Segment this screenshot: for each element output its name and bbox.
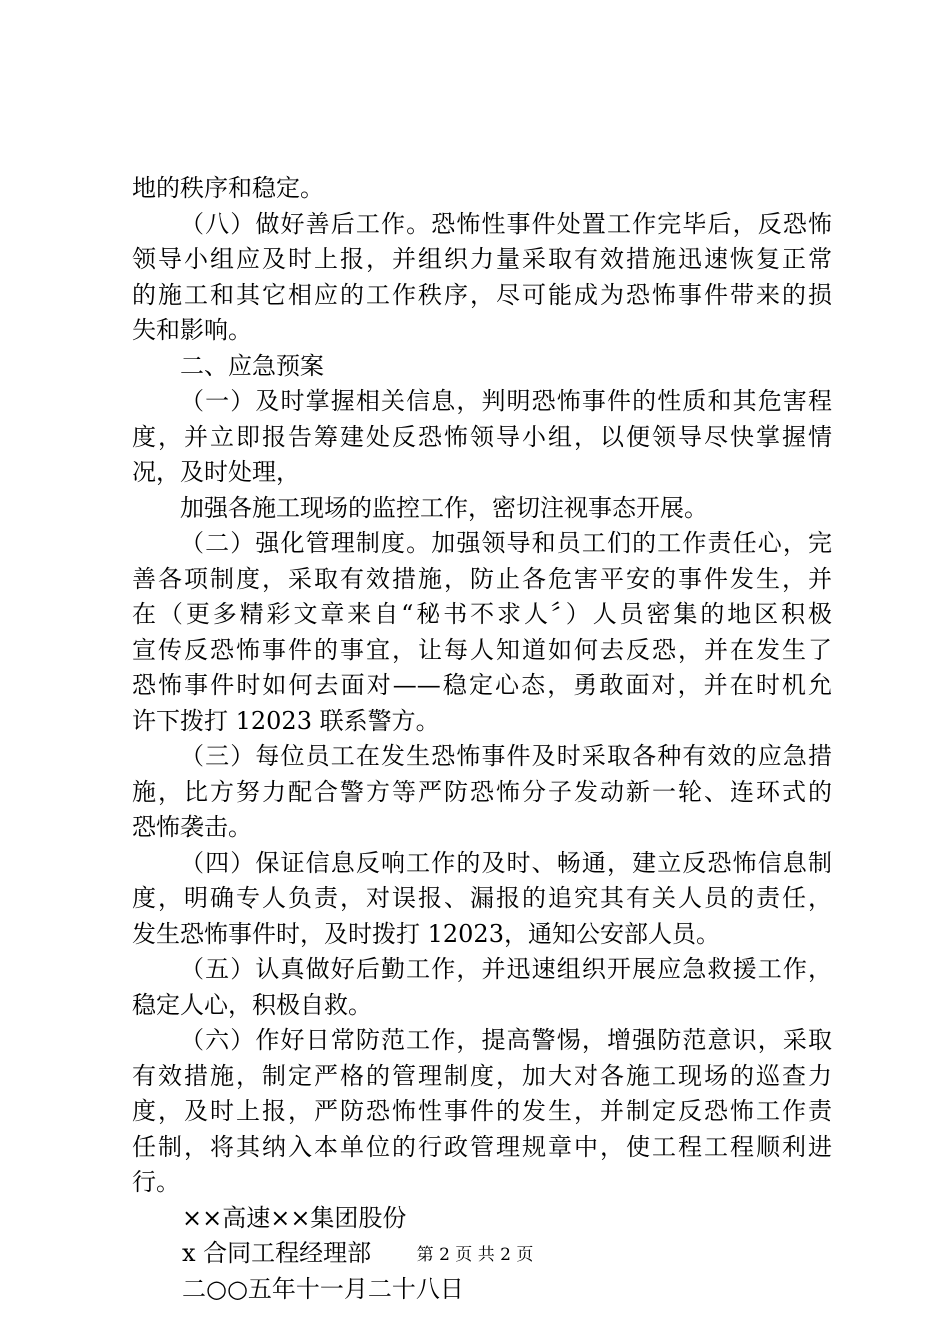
paragraph-line: （三）每位员工在发生恐怖事件及时采取各种有效的应急措 bbox=[180, 742, 832, 770]
paragraph-line: 宣传反恐怖事件的事宜，让每人知道如何去反恐，并在发生了 bbox=[132, 635, 832, 664]
paragraph-line: （二）强化管理制度。加强领导和员工们的工作责任心，完 bbox=[180, 529, 832, 557]
paragraph-line: 恐怖事件时如何去面对——稳定心态，勇敢面对，并在时机允 bbox=[132, 671, 832, 699]
paragraph-line: 况，及时处理， bbox=[132, 458, 300, 486]
paragraph-line: 在（更多精彩文章来自“秘书不求人〞）人员密集的地区积极 bbox=[132, 600, 832, 628]
signature-department: x 合同工程经理部 bbox=[182, 1239, 372, 1267]
paragraph-line: 任制，将其纳入本单位的行政管理规章中，使工程工程顺利进 bbox=[132, 1132, 832, 1161]
paragraph-line: 度，及时上报，严防恐怖性事件的发生，并制定反恐怖工作责 bbox=[132, 1097, 832, 1125]
paragraph-line: 度，明确专人负责，对误报、漏报的追究其有关人员的责任， bbox=[132, 884, 832, 912]
paragraph-line: 行。 bbox=[132, 1168, 180, 1196]
paragraph-line: 发生恐怖事件时，及时拨打 12023，通知公安部人员。 bbox=[132, 919, 720, 948]
paragraph-line: 稳定人心，积极自救。 bbox=[132, 990, 372, 1019]
page-number: 第 2 页 共 2 页 bbox=[416, 1245, 534, 1265]
paragraph-line: 领导小组应及时上报，并组织力量采取有效措施迅速恢复正常 bbox=[132, 245, 832, 273]
paragraph-line: 地的秩序和稳定。 bbox=[132, 174, 324, 202]
paragraph-line: 度，并立即报告筹建处反恐怖领导小组，以便领导尽快掌握情 bbox=[132, 422, 832, 451]
paragraph-line: （八）做好善后工作。恐怖性事件处置工作完毕后，反恐怖 bbox=[180, 209, 832, 238]
paragraph-line: 的施工和其它相应的工作秩序，尽可能成为恐怖事件带来的损 bbox=[132, 280, 832, 309]
paragraph-line: （一）及时掌握相关信息，判明恐怖事件的性质和其危害程 bbox=[180, 387, 832, 415]
paragraph-line: （五）认真做好后勤工作，并迅速组织开展应急救援工作， bbox=[180, 955, 832, 983]
paragraph-line: 许下拨打 12023 联系警方。 bbox=[132, 706, 440, 735]
paragraph-line: 二、应急预案 bbox=[180, 351, 324, 380]
paragraph-line: 恐怖袭击。 bbox=[132, 813, 252, 841]
paragraph-line: 失和影响。 bbox=[132, 316, 252, 344]
page-footer bbox=[0, 1244, 950, 1266]
paragraph-line: （六）作好日常防范工作，提高警惕，增强防范意识，采取 bbox=[180, 1026, 832, 1054]
paragraph-line: （四）保证信息反响工作的及时、畅通，建立反恐怖信息制 bbox=[180, 848, 832, 877]
paragraph-line: 善各项制度，采取有效措施，防止各危害平安的事件发生，并 bbox=[132, 564, 832, 593]
paragraph-line: 加强各施工现场的监控工作，密切注视事态开展。 bbox=[180, 493, 708, 522]
paragraph-line: 施，比方努力配合警方等严防恐怖分子发动新一轮、连环式的 bbox=[132, 777, 832, 806]
signature-date: 二○○五年十一月二十八日 bbox=[182, 1274, 464, 1303]
document-body bbox=[132, 171, 832, 1307]
paragraph-line: 有效措施，制定严格的管理制度，加大对各施工现场的巡查力 bbox=[132, 1061, 832, 1090]
signature-company: ××高速××集团股份 bbox=[182, 1203, 407, 1232]
